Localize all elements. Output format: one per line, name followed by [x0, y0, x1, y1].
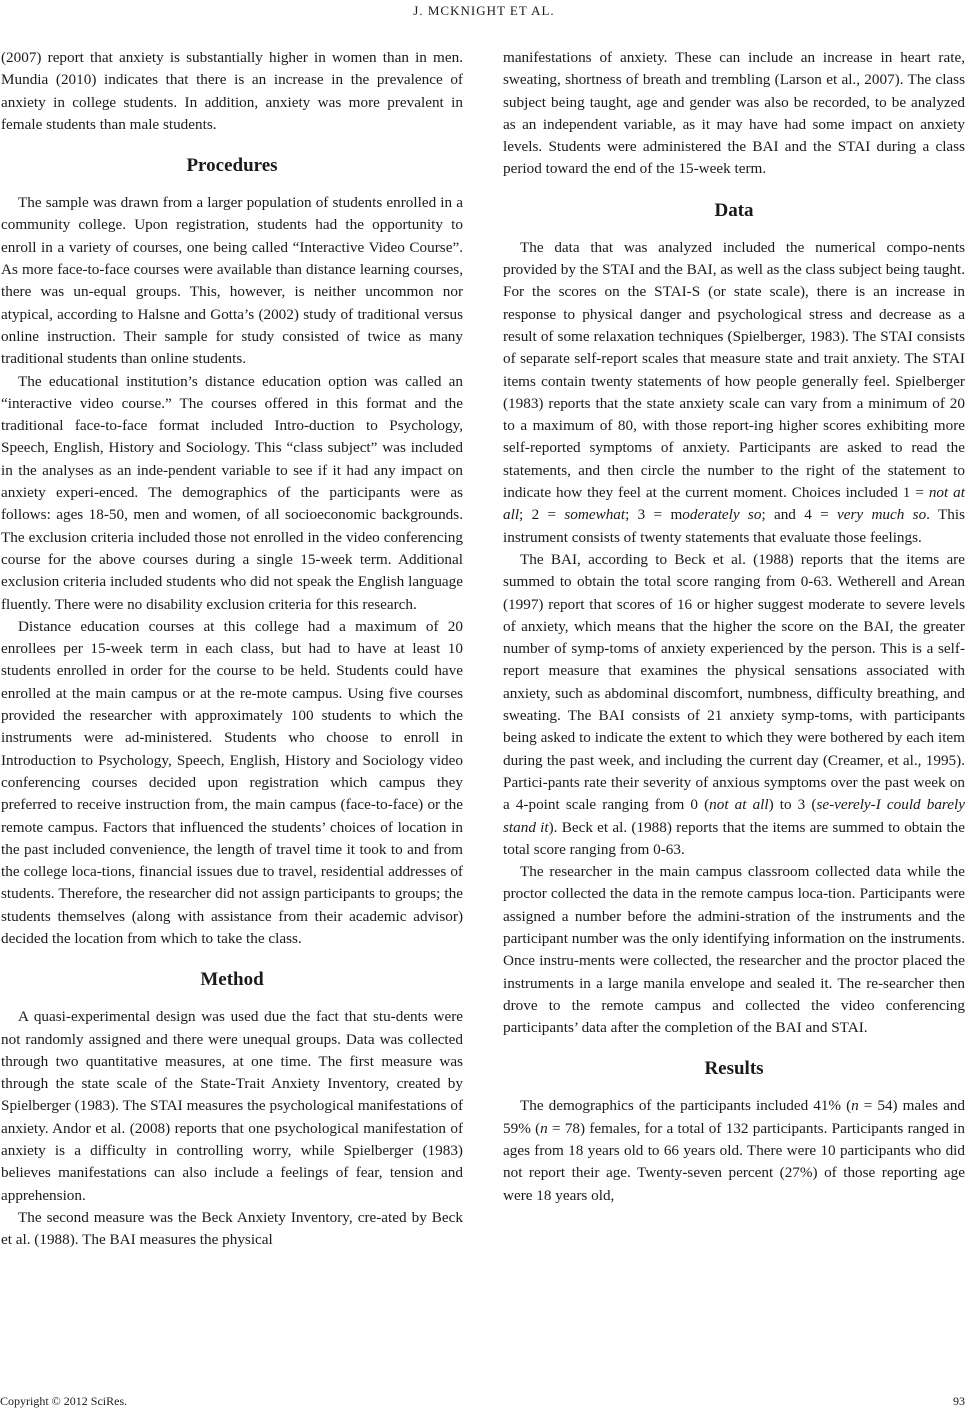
text-run: The data that was analyzed included the numerical compo-nents provided by the STAI and the BAI, as well as the class subject being taught. For the scores on the STAI-S (or state scale), there is an increase in response to physical danger and psychological stress and decrease as a result of some relaxation techniques (Spielberger, 1983). The STAI consists of separate self-report scales that measure state and trait anxiety. The STAI items contain twenty statements of how people generally feel. Spielberger (1983) reports that the state anxiety scale can vary from a minimum of 20 to a maximum of 80, with those report-ing higher scores exhibiting more self-reported symptoms of anxiety. Participants are asked to read the statements, and then circle the number to the right of the statement to indicate how they feel at the current moment. Choices included 1 = — [503, 238, 965, 502]
italic-run: somewhat — [564, 506, 626, 524]
italic-run: not at all — [503, 484, 965, 524]
italic-run: not at all — [709, 796, 769, 814]
text-run: ; 3 = m — [625, 506, 683, 524]
italic-run: oderately so — [682, 506, 762, 524]
data-paragraph-2 — [503, 549, 965, 861]
italic-run: se-verely-I could barely stand it — [503, 796, 965, 836]
results-paragraph-1 — [503, 1095, 965, 1206]
procedures-paragraph-3: Distance education courses at this college had a maximum of 20 enrollees per 15-week term in each class, but had to have at least 10 students enrolled in order for the course to be held. Students could have enrolled at the main campus or at the re-mote campus. Using five courses provided the researcher with approximately 100 students to which the instruments were ad-ministered. Students who choose to enroll in Introduction to Psychology, Speech, English, History and Sociology video conferencing courses decided upon registration which campus they preferred to receive instruction from, the main campus (face-to-face) or the remote campus. Factors that influenced the students’ choices of location in the past included convenience, the length of travel time it took to and from the college loca-tions, financial issues due to travel, residential addresses of students. Therefore, the researcher did not assign participants to groups; the students themselves (along with assistance from their academic advisor) decided the location from which to take the class. — [1, 617, 463, 947]
text-run: ; 2 = — [519, 506, 565, 524]
text-run: ) to 3 ( — [768, 796, 817, 814]
procedures-heading: Procedures — [186, 155, 278, 177]
results-heading: Results — [704, 1058, 764, 1080]
method-paragraph-2: The second measure was the Beck Anxiety Inventory, cre-ated by Beck et al. (1988). The BAI measures the physical — [1, 1208, 463, 1249]
running-head: J. MCKNIGHT ET AL. — [413, 3, 555, 18]
left-column — [1, 47, 463, 1252]
text-run: = 54) males and 59% ( — [503, 1097, 965, 1137]
procedures-paragraph-2: The educational institution’s distance education option was called an “interactive video course.” The courses offered in this format and the traditional face-to-face format included Intro-duction to Psychology, Speech, English, History and Sociology. This “class subject” was included in the analyses as an inde-pendent variable to see if it had any impact on anxiety experi-enced. The demographics of the participants were as follows: ages 18-50, men and women, of all socioeconomic backgrounds. The exclusion criteria included those not enrolled in the video conferencing course for the above courses during a single 15-week term. Additional exclusion criteria included students who did not speak the English language fluently. There were no disability exclusion criteria for this research. — [1, 372, 463, 613]
data-paragraph-3: The researcher in the main campus classroom collected data while the proctor collected the data in the remote campus loca-tion. Participants were assigned a number before the admini-stration of the instruments and the participant number was the only identifying information on the instruments. Once instru-ments were collected, the researcher and the proctor placed the instruments in a large manila envelope and sealed it. The re-searcher then drove to the remote campus and collected the video conferencing participants’ data after the completion of the BAI and STAI. — [503, 863, 965, 1037]
italic-run: very much so — [837, 506, 927, 524]
method-paragraph-1: A quasi-experimental design was used due the fact that stu-dents were not randomly assigned and there were unequal groups. Data was collected through two quantitative measures, at one time. The first measure was through the state scale of the State-Trait Anxiety Inventory, created by Spielberger (1983). The STAI measures the psychological manifestations of anxiety. Andor et al. (2008) reports that one psychological manifestation of anxiety is a difficulty in controlling worry, while Spielberger (1983) believes manifestations can also include a feelings of fear, tension and apprehension. — [1, 1008, 463, 1204]
intro-paragraph: (2007) report that anxiety is substantially higher in women than in men. Mundia (2010) indicates that there is an increase in the prevalence of anxiety in college students. In addition, anxiety was more prevalent in female students than male students. — [1, 49, 463, 133]
page-number: 93 — [953, 1394, 965, 1408]
data-paragraph-1 — [503, 237, 965, 549]
method-heading: Method — [200, 969, 264, 991]
italic-run: n — [851, 1097, 859, 1115]
data-heading: Data — [714, 199, 754, 221]
text-run: ). Beck et al. (1988) reports that the items are summed to obtain the total score ranging from 0-63. — [503, 818, 965, 858]
text-run: The demographics of the participants included 41% ( — [520, 1097, 852, 1115]
text-run: The BAI, according to Beck et al. (1988) reports that the items are summed to obtain the total score ranging from 0-63. Wetherell and Arean (1997) report that scores of 16 or higher suggest moderate to severe levels of anxiety, which means that the higher the score on the BAI, the greater number of symp-toms of anxiety experienced by the person. This is a self-report measure that examines the physical sensations associated with anxiety, such as abdominal discomfort, numbness, difficulty breathing, and sweating. The BAI consists of 21 anxiety symp-toms, with participants being asked to indicate the extent to which they were bothered by each item during the past week, and including the current day (Creamer, et al., 1995). Partici-pants rate their severity of anxious symptoms over the past week on a 4-point scale ranging from 0 ( — [503, 550, 965, 814]
copyright-notice: Copyright © 2012 SciRes. — [0, 1394, 128, 1408]
text-run: . This instrument consists of twenty statements that evaluate those feelings. — [503, 506, 966, 546]
continued-paragraph: manifestations of anxiety. These can include an increase in heart rate, sweating, shortness of breath and trembling (Larson et al., 2007). The class subject being taught, age and gender was also be recorded, to be analyzed as an independent variable, as it may have had some impact on anxiety levels. Students were administered the BAI and the STAI during a class period toward the end of the 15-week term. — [503, 49, 965, 178]
italic-run: n — [540, 1119, 548, 1137]
text-run: = 78) females, for a total of 132 participants. Participants ranged in ages from 18 years old to 66 years old. There were 10 participants who did not report their age. Twenty-seven percent (27%) of those reporting age were 18 years old, — [503, 1119, 965, 1204]
right-column — [503, 47, 965, 1207]
text-run: ; and 4 = — [761, 506, 837, 524]
procedures-paragraph-1: The sample was drawn from a larger population of students enrolled in a community college. Upon registration, students had the opportunity to enroll in a variety of courses, one being called “Interactive Video Course”. As more face-to-face courses were available than distance learning courses, there was un-equal groups. This, however, is neither uncommon nor atypical, according to Halsne and Gotta’s (2002) study of traditional versus online instruction. Their sample for study consisted of twice as many traditional students than online students. — [1, 194, 463, 368]
